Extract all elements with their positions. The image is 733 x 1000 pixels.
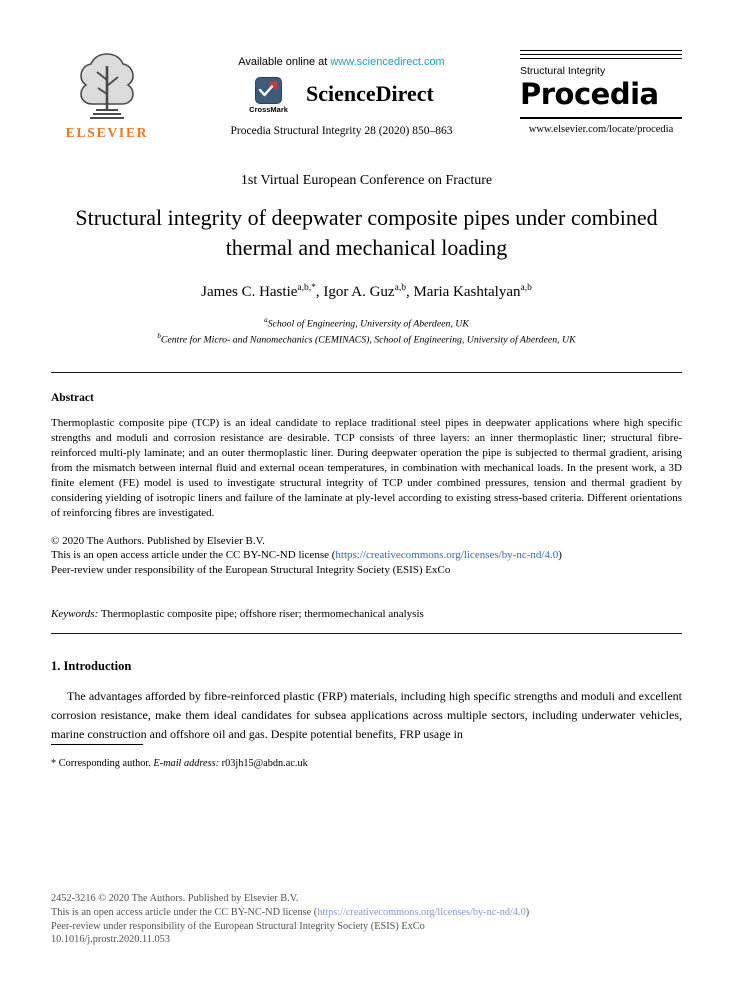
cover-line — [520, 58, 682, 59]
divider — [51, 372, 682, 373]
corresponding-author-note — [51, 758, 682, 769]
cover-line — [520, 54, 682, 55]
crossmark-icon — [255, 77, 282, 104]
journal-citation: Procedia Structural Integrity 28 (2020) 850–863 — [230, 125, 453, 137]
journal-masthead — [51, 0, 682, 141]
affiliation-superscript: b — [157, 332, 161, 341]
footnote-block — [51, 744, 682, 769]
procedia-series-label: Structural Integrity — [520, 65, 606, 77]
author-name: Igor A. Guz — [323, 284, 395, 300]
abstract-body: Thermoplastic composite pipe (TCP) is an ideal candidate to replace traditional steel pipes in deepwater applications where high specific strengths and moduli and corrosion resistance are desirable. TCP consists of three layers: an inner thermoplastic liner; structural fibre-reinforced multi-ply laminate; and an outer thermoplastic liner. During deepwater operation the pipe is subjected to thermal gradient, arising from the mismatch between internal fluid and external ocean temperatures, in combination with mechanical loads. In the present work, a 3D finite element (FE) model is used to investigate structural integrity of TCP under combined pressures, tension and thermal gradient by considering yielding of isotropic liners and failure of the laminate at ply-level according to existing stress-based criteria. Different orientations of reinforcing fibres are investigated. — [51, 416, 682, 519]
footnote-marker: * Corresponding author. — [51, 758, 154, 769]
paper-title: Structural integrity of deepwater composite pipes under combined thermal and mechanical loading — [75, 205, 658, 260]
doi-line: 10.1016/j.prostr.2020.11.053 — [51, 934, 170, 946]
affiliation-text: School of Engineering, University of Aberdeen, UK — [267, 318, 469, 330]
affiliation-text: Centre for Micro- and Nanomechanics (CEMINACS), School of Engineering, University of Aberdeen, UK — [160, 334, 576, 346]
abstract-heading: Abstract — [51, 391, 94, 404]
author-line — [51, 283, 682, 301]
affiliations — [51, 315, 682, 348]
author-name: Maria Kashtalyan — [413, 284, 521, 300]
section-heading-introduction: 1. Introduction — [51, 659, 132, 674]
footer-peer-review-line: Peer-review under responsibility of the European Structural Integrity Society (ESIS) ExCo — [51, 920, 425, 932]
author-name: James C. Hastie — [201, 284, 298, 300]
keywords-text: Thermoplastic composite pipe; offshore riser; thermomechanical analysis — [98, 608, 424, 621]
sciencedirect-link[interactable]: www.sciencedirect.com — [330, 56, 445, 68]
author-superscript: a,b — [394, 283, 406, 293]
license-text: This is an open access article under the CC BY-NC-ND license ( — [51, 906, 318, 918]
procedia-wordmark: Procedia — [520, 77, 659, 111]
keywords-label: Keywords: — [51, 608, 99, 621]
copyright-block — [51, 534, 682, 578]
elsevier-logo-block — [51, 50, 163, 141]
author-separator: , — [315, 284, 324, 300]
crossmark-label: CrossMark — [249, 105, 288, 114]
copyright-line: © 2020 The Authors. Published by Elsevier B.V. — [51, 534, 265, 547]
license-link[interactable]: https://creativecommons.org/licenses/by-nc-nd/4.0 — [335, 549, 559, 562]
email-label: E-mail address: — [153, 758, 220, 769]
footnote-rule — [51, 744, 143, 745]
elsevier-tree-icon — [72, 50, 142, 122]
peer-review-line: Peer-review under responsibility of the European Structural Integrity Society (ESIS) ExCo — [51, 563, 451, 576]
elsevier-wordmark: ELSEVIER — [65, 125, 149, 140]
masthead-center — [163, 50, 520, 137]
cover-line — [520, 50, 682, 51]
conference-title: 1st Virtual European Conference on Fracture — [240, 173, 493, 188]
footer-license-line — [51, 906, 682, 920]
license-text: ) — [558, 549, 562, 562]
email-address: r03jh15@abdn.ac.uk — [219, 758, 308, 769]
license-link[interactable]: https://creativecommons.org/licenses/by-nc-nd/4.0 — [317, 906, 526, 918]
author-superscript: a,b — [520, 283, 532, 293]
affiliation-line — [51, 315, 682, 331]
available-online-text: Available online at — [238, 56, 331, 68]
affiliation-line — [51, 331, 682, 347]
issn-copyright-line: 2452-3216 © 2020 The Authors. Published by Elsevier B.V. — [51, 893, 299, 904]
license-line — [51, 548, 682, 563]
license-text: This is an open access article under the CC BY-NC-ND license ( — [51, 549, 336, 562]
section-paragraph: The advantages afforded by fibre-reinforced plastic (FRP) materials, including high specific strengths and moduli and excellent corrosion resistance, make them ideal candidates for subsea applications across multiple sectors, including underwater vehicles, marine construction and offshore oil and gas. Despite potential benefits, FRP usage in — [51, 689, 682, 742]
author-separator: , — [405, 284, 414, 300]
author-superscript: a,b,* — [297, 283, 316, 293]
license-text: ) — [525, 906, 530, 918]
keywords-line — [51, 608, 682, 620]
page-footer — [51, 892, 682, 947]
sciencedirect-row — [249, 77, 434, 114]
cover-rule — [520, 117, 682, 119]
sciencedirect-wordmark: ScienceDirect — [305, 81, 434, 106]
procedia-url: www.elsevier.com/locate/procedia — [528, 124, 674, 136]
affiliation-superscript: a — [264, 316, 268, 324]
crossmark-badge[interactable] — [249, 77, 288, 114]
divider — [51, 633, 682, 634]
cover-decorative-lines — [520, 50, 682, 59]
available-online-line — [238, 56, 444, 68]
procedia-cover-block — [520, 50, 682, 135]
